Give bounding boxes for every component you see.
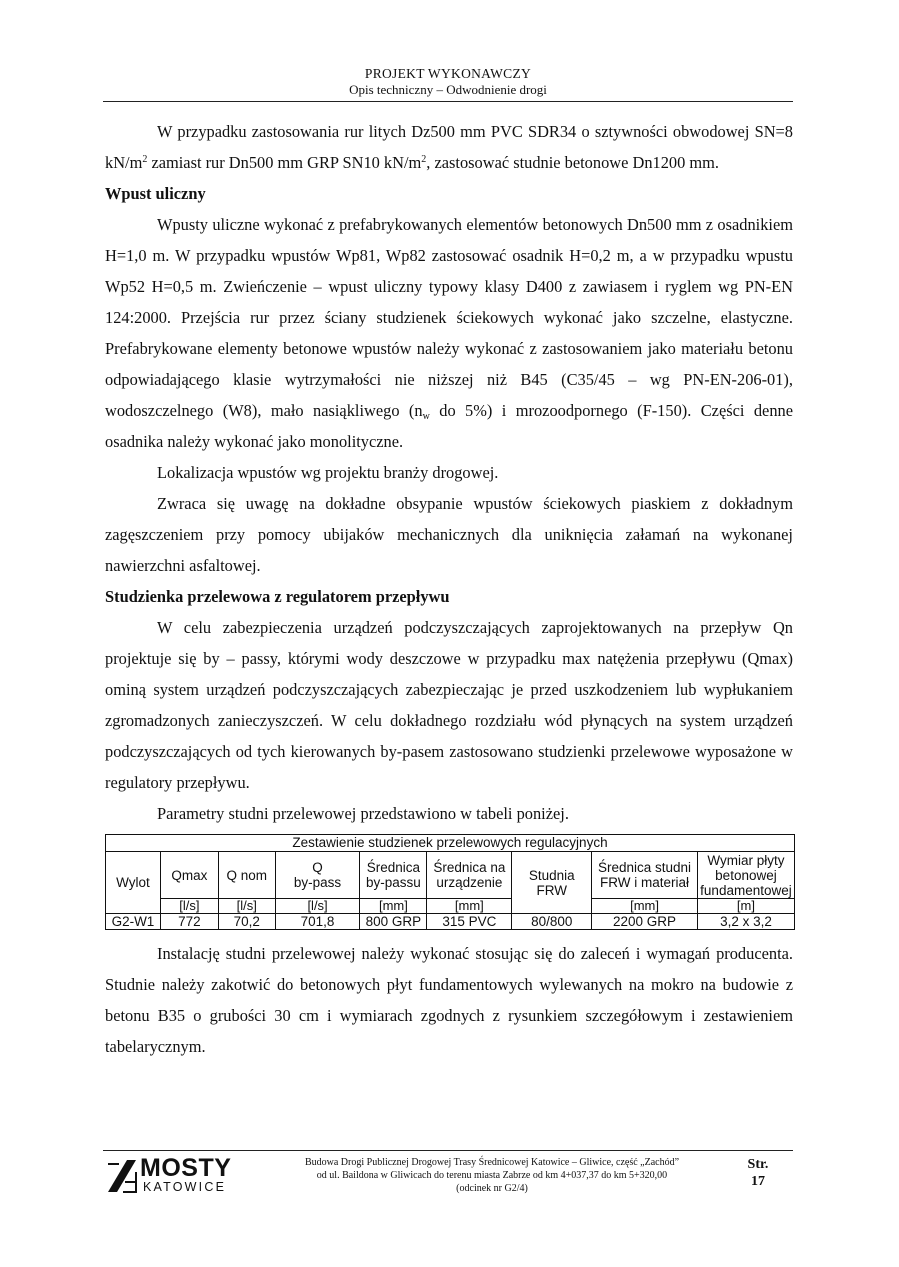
intro-text-2: zamiast rur Dn500 mm GRP SN10 kN/m <box>147 153 422 172</box>
header-wylot: Wylot <box>106 852 161 914</box>
footer-line-2: od ul. Baildona w Gliwicach do terenu miasta Zabrze od km 4+037,37 do km 5+320,00 <box>316 1170 668 1181</box>
unit-q-bypass: [l/s] <box>275 899 360 914</box>
document-body <box>105 116 793 1062</box>
cell-sr-studni: 2200 GRP <box>592 914 698 930</box>
wpust-paragraph-3: Zwraca się uwagę na dokładne obsypanie wpustów ściekowych piaskiem z dokładnym zagęszczeniem przy pomocy ubijaków mechanicznych dla uniknięcia załamań na wykonanej nawierzchni asfaltowej. <box>105 494 793 575</box>
studzienka-paragraph-3: Instalację studni przelewowej należy wykonać stosując się do zaleceń i wymagań producenta. Studnie należy zakotwić do betonowych płyt fundamentowych wylewanych na mokro na budowie z betonu B35 o grubości 30 cm i wymiarach zgodnych z rysunkiem szczegółowym i zestawieniem tabelarycznym. <box>105 944 793 1056</box>
table-caption-row <box>106 835 795 852</box>
header-sr-bypass: Średnica by-passu <box>360 852 427 899</box>
heading-wpust: Wpust uliczny <box>105 184 206 203</box>
cell-plyta: 3,2 x 3,2 <box>697 914 794 930</box>
header-plyta: Wymiar płyty betonowej fundamentowej <box>697 852 794 899</box>
unit-sr-urz: [mm] <box>427 899 512 914</box>
intro-sup-1: 2 <box>142 154 148 165</box>
footer-line-1: Budowa Drogi Publicznej Drogowej Trasy Średnicowej Katowice – Gliwice, część „Zachód” <box>304 1157 680 1168</box>
header-sr-urz: Średnica na urządzenie <box>427 852 512 899</box>
page-header <box>103 66 793 98</box>
logo-word: MOSTY <box>140 1154 232 1182</box>
wpust-text-2: do 5%) i mrozoodpornego (F-150). Części denne osadnika należy wykonać jako monolityczne. <box>105 401 793 451</box>
header-frw: Studnia FRW <box>512 852 592 914</box>
company-logo <box>105 1154 255 1198</box>
page-number: 17 <box>751 1174 765 1189</box>
logo-subtitle: KATOWICE <box>143 1180 227 1194</box>
intro-text-1: W przypadku zastosowania rur litych Dz500 mm PVC SDR34 o sztywności obwodowej SN=8 kN/m <box>105 122 793 172</box>
footer-line-3: (odcinek nr G2/4) <box>456 1183 528 1194</box>
header-subtitle: Opis techniczny – Odwodnienie drogi <box>349 82 547 97</box>
parameters-table <box>105 834 795 930</box>
unit-sr-bypass: [mm] <box>360 899 427 914</box>
cell-sr-bypass: 800 GRP <box>360 914 427 930</box>
header-divider <box>103 101 793 102</box>
cell-sr-urz: 315 PVC <box>427 914 512 930</box>
page-number-block <box>733 1156 783 1190</box>
intro-sup-2: 2 <box>421 154 427 165</box>
intro-paragraph <box>105 116 793 178</box>
footer-project-info <box>262 1156 722 1195</box>
table-caption: Zestawienie studzienek przelewowych regulacyjnych <box>106 835 795 852</box>
header-q-bypass: Q by-pass <box>275 852 360 899</box>
wpust-paragraph-2: Lokalizacja wpustów wg projektu branży drogowej. <box>157 463 499 482</box>
table-units-row <box>106 899 795 914</box>
logo-mark-icon <box>105 1158 139 1194</box>
cell-qnom: 70,2 <box>218 914 275 930</box>
table-header-row <box>106 852 795 899</box>
wpust-paragraph-1 <box>105 209 793 457</box>
intro-text-3: , zastosować studnie betonowe Dn1200 mm. <box>426 153 719 172</box>
cell-frw: 80/800 <box>512 914 592 930</box>
cell-qmax: 772 <box>160 914 218 930</box>
unit-plyta: [m] <box>697 899 794 914</box>
cell-q-bypass: 701,8 <box>275 914 360 930</box>
heading-studzienka: Studzienka przelewowa z regulatorem przepływu <box>105 587 450 606</box>
unit-qmax: [l/s] <box>160 899 218 914</box>
footer-divider <box>103 1150 793 1151</box>
cell-wylot: G2-W1 <box>106 914 161 930</box>
page-label: Str. <box>747 1157 769 1172</box>
table-row <box>106 914 795 930</box>
studzienka-paragraph-1: W celu zabezpieczenia urządzeń podczyszczających zaprojektowanych na przepływ Qn projektuje się by – passy, którymi wody deszczowe w przypadku max natężenia przepływu (Qmax) ominą system urządzeń podczyszczających zabezpieczając je przed uszkodzeniem lub wypłukaniem zgromadzonych zanieczyszczeń. W celu dokładnego rozdziału wód płynących na system urządzeń podczyszczających od tych kierowanych by-pasem zastosowano studzienki przelewowe wyposażone w regulatory przepływu. <box>105 618 793 792</box>
unit-qnom: [l/s] <box>218 899 275 914</box>
header-sr-studni: Średnica studni FRW i materiał <box>592 852 698 899</box>
studzienka-paragraph-2: Parametry studni przelewowej przedstawiono w tabeli poniżej. <box>157 804 569 823</box>
header-qmax: Qmax <box>160 852 218 899</box>
wpust-text-1: Wpusty uliczne wykonać z prefabrykowanych elementów betonowych Dn500 mm z osadnikiem H=1,0 m. W przypadku wpustów Wp81, Wp82 zastosować osadnik H=0,2 m, a w przypadku wpustu Wp52 H=0,5 m. Zwieńczenie – wpust uliczny typowy klasy D400 z zawiasem i ryglem wg PN-EN 124:2000. Przejścia rur przez ściany studzienek ściekowych wykonać jako szczelne, elastyczne. Prefabrykowane elementy betonowe wpustów należy wykonać z zastosowaniem jako materiału betonu odpowiadającego klasie wytrzymałości nie niższej niż B45 (C35/45 – wg PN-EN-206-01), wodoszczelnego (W8), mało nasiąkliwego (n <box>105 215 793 420</box>
header-qnom: Q nom <box>218 852 275 899</box>
wpust-sub: w <box>422 411 430 422</box>
unit-sr-studni: [mm] <box>592 899 698 914</box>
header-title: PROJEKT WYKONAWCZY <box>364 66 532 81</box>
